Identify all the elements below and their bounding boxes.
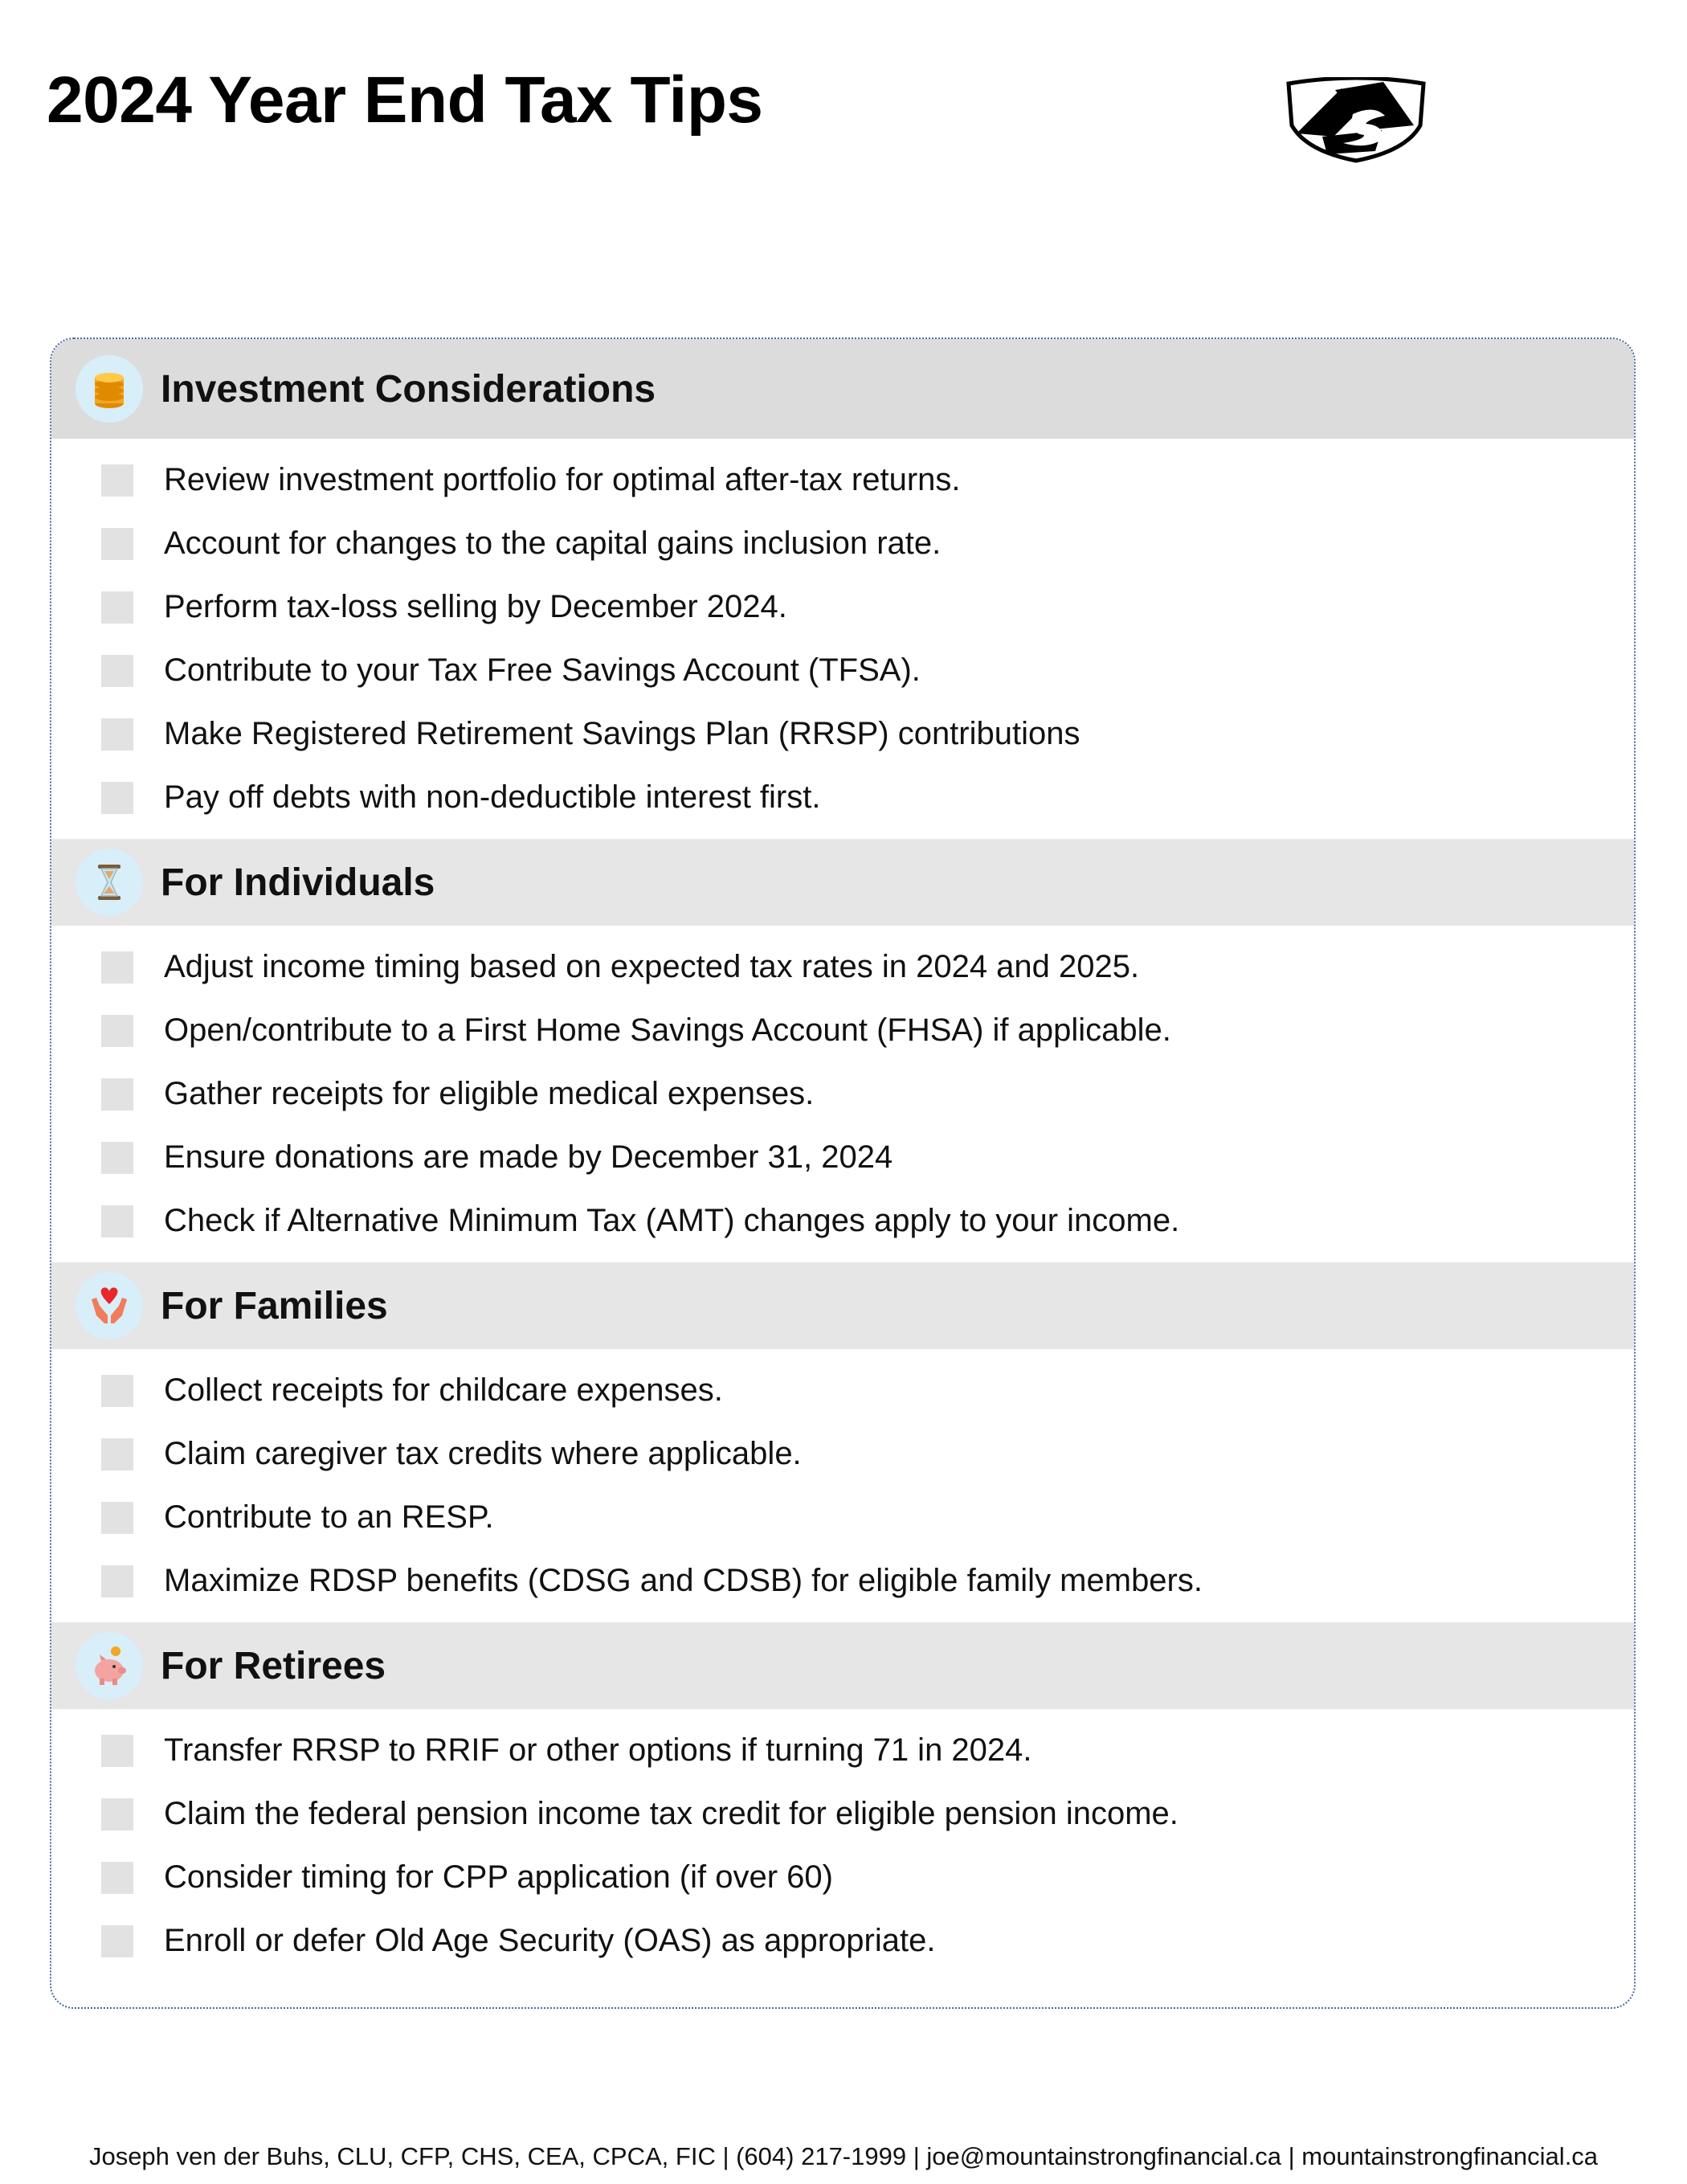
section-investment (51, 339, 1634, 839)
checklist-item-text: Claim caregiver tax credits where applicable. (164, 1436, 802, 1471)
checkbox[interactable] (101, 1735, 133, 1767)
checklist-item (51, 1359, 1634, 1422)
checklist-item-text: Review investment portfolio for optimal after-tax returns. (164, 462, 961, 497)
checkbox[interactable] (101, 1502, 133, 1534)
checklist-item (51, 1126, 1634, 1189)
checkbox[interactable] (101, 718, 133, 750)
section-individuals (51, 839, 1634, 1262)
section-header (51, 339, 1634, 439)
checklist-item (51, 512, 1634, 575)
contact-footer: Joseph ven der Buhs, CLU, CFP, CHS, CEA, CPCA, FIC | (604) 217-1999 | joe@mountainstrongfinancial.ca | mountainstrongfinancial.ca (88, 2142, 1599, 2170)
checkbox[interactable] (101, 1375, 133, 1407)
hands-heart-icon (76, 1272, 143, 1339)
section-families (51, 1262, 1634, 1622)
section-retirees (51, 1622, 1634, 1982)
checklist-item (51, 1846, 1634, 1909)
checkbox[interactable] (101, 951, 133, 984)
checklist-item-text: Make Registered Retirement Savings Plan (RRSP) contributions (164, 716, 1080, 751)
checklist-item-text: Adjust income timing based on expected tax rates in 2024 and 2025. (164, 949, 1140, 984)
section-header (51, 1262, 1634, 1349)
checkbox[interactable] (101, 1078, 133, 1110)
checklist (51, 1349, 1634, 1622)
checklist-item (51, 1189, 1634, 1253)
checklist-item (51, 935, 1634, 999)
section-title: For Retirees (161, 1644, 386, 1687)
hourglass-icon (76, 849, 143, 916)
checklist-item (51, 1782, 1634, 1846)
checklist-item (51, 448, 1634, 512)
checklist-item-text: Ensure donations are made by December 31, 2024 (164, 1139, 893, 1175)
checklist-item (51, 639, 1634, 702)
checklist-item-text: Contribute to your Tax Free Savings Account (TFSA). (164, 652, 921, 688)
checklist-item (51, 1549, 1634, 1613)
checklist-item-text: Claim the federal pension income tax credit for eligible pension income. (164, 1796, 1178, 1831)
checklist-item-text: Open/contribute to a First Home Savings Account (FHSA) if applicable. (164, 1012, 1171, 1048)
checklist-item (51, 999, 1634, 1062)
section-title: For Families (161, 1284, 388, 1327)
checklist-item-text: Account for changes to the capital gains inclusion rate. (164, 526, 942, 561)
checklist-item (51, 766, 1634, 829)
company-logo-icon (1285, 77, 1427, 164)
checkbox[interactable] (101, 1015, 133, 1047)
checklist (51, 439, 1634, 839)
checkbox[interactable] (101, 1862, 133, 1894)
checklist-item-text: Transfer RRSP to RRIF or other options if turning 71 in 2024. (164, 1732, 1032, 1768)
checklist-item (51, 1062, 1634, 1126)
checklist-item-text: Pay off debts with non-deductible interest first. (164, 779, 821, 815)
checkbox[interactable] (101, 591, 133, 624)
checkbox[interactable] (101, 1438, 133, 1470)
checklist-item (51, 1719, 1634, 1782)
checkbox[interactable] (101, 782, 133, 814)
checklist-item (51, 702, 1634, 766)
coins-icon (76, 355, 143, 423)
checklist-item-text: Check if Alternative Minimum Tax (AMT) changes apply to your income. (164, 1203, 1180, 1238)
checklist-item (51, 1422, 1634, 1486)
checklist (51, 926, 1634, 1262)
section-header (51, 839, 1634, 926)
checklist-item (51, 1486, 1634, 1549)
checklist-item-text: Gather receipts for eligible medical expenses. (164, 1076, 815, 1111)
checklist-item (51, 1909, 1634, 1973)
checkbox[interactable] (101, 1565, 133, 1597)
section-title: For Individuals (161, 861, 435, 904)
checklist-item-text: Contribute to an RESP. (164, 1499, 494, 1535)
checklist-item-text: Perform tax-loss selling by December 2024. (164, 589, 787, 624)
piggy-bank-icon (76, 1632, 143, 1699)
checklist-item-text: Maximize RDSP benefits (CDSG and CDSB) for eligible family members. (164, 1563, 1203, 1598)
checklist-item-text: Consider timing for CPP application (if over 60) (164, 1859, 833, 1895)
checklist-item-text: Enroll or defer Old Age Security (OAS) as appropriate. (164, 1923, 936, 1958)
checkbox[interactable] (101, 528, 133, 560)
checklist-card (50, 337, 1636, 2009)
checkbox[interactable] (101, 1142, 133, 1174)
section-header (51, 1622, 1634, 1709)
checklist-item-text: Collect receipts for childcare expenses. (164, 1372, 723, 1408)
checkbox[interactable] (101, 1205, 133, 1237)
checkbox[interactable] (101, 1798, 133, 1830)
checkbox[interactable] (101, 655, 133, 687)
checkbox[interactable] (101, 464, 133, 497)
checklist-item (51, 575, 1634, 639)
page-title: 2024 Year End Tax Tips (47, 63, 763, 137)
checklist (51, 1709, 1634, 1982)
checkbox[interactable] (101, 1925, 133, 1957)
section-title: Investment Considerations (161, 367, 656, 411)
